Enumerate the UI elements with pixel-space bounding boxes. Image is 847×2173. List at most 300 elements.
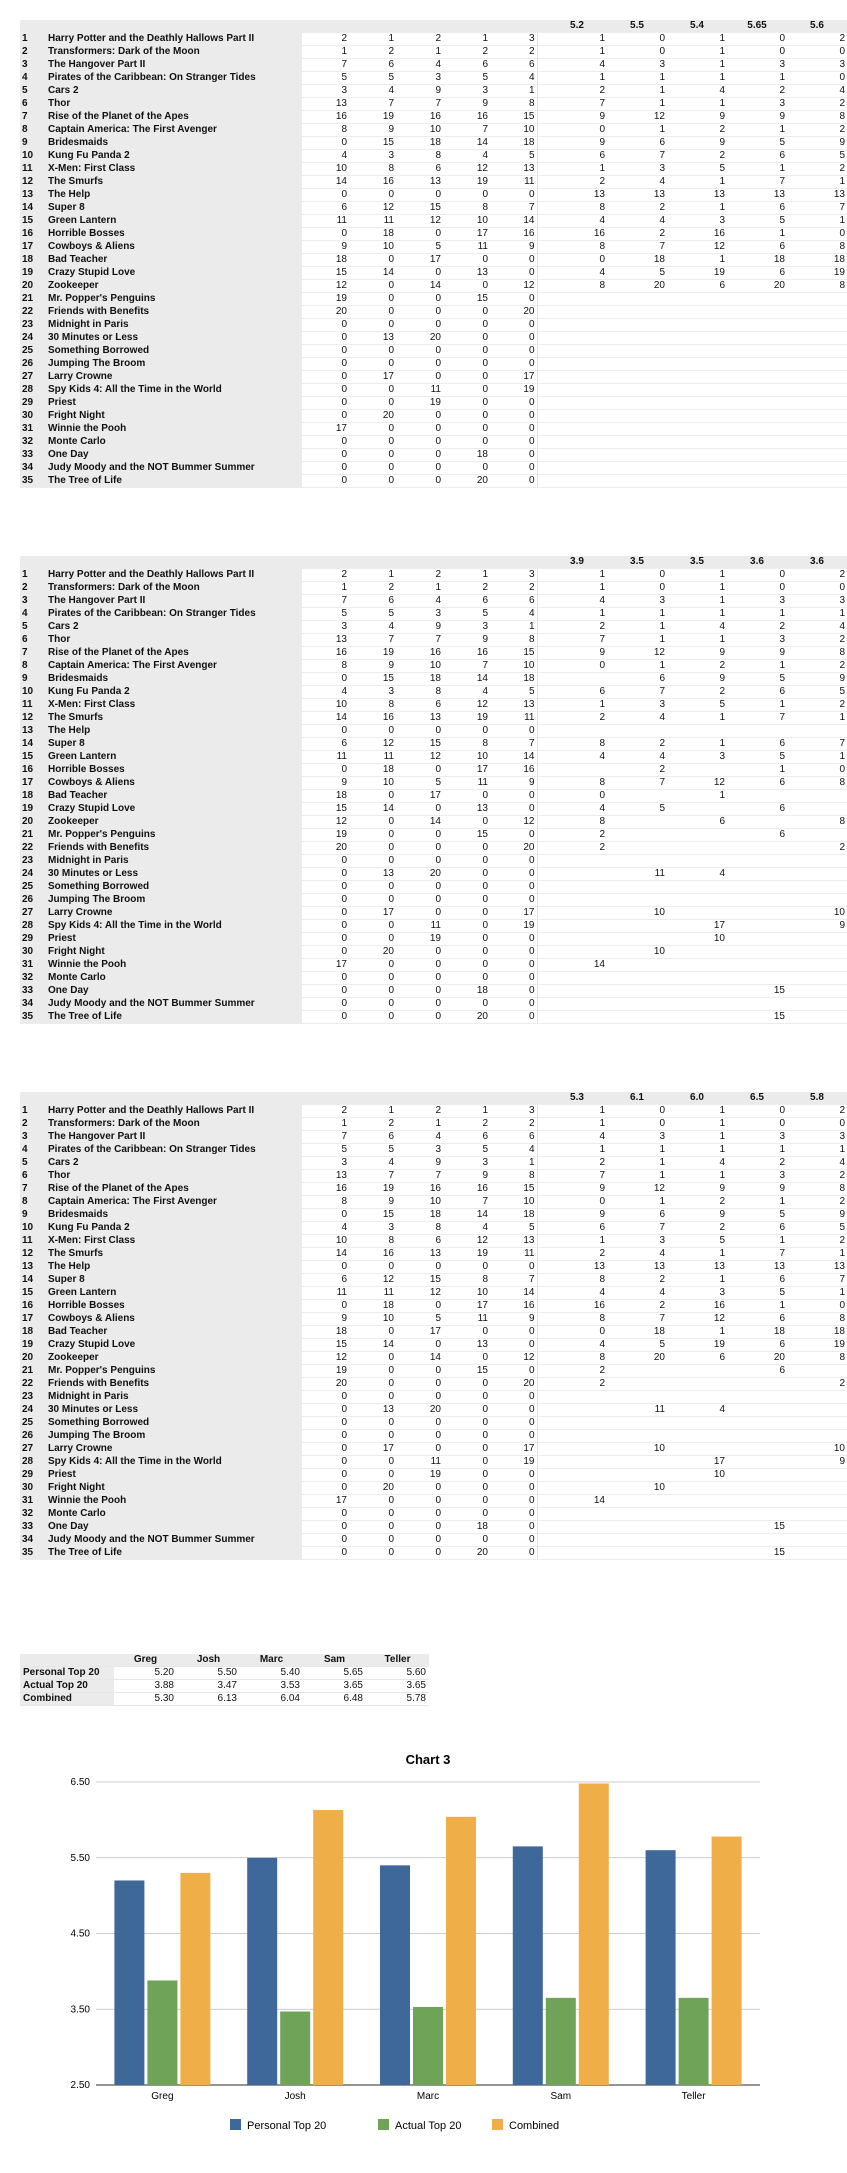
- score-cell[interactable]: [727, 816, 787, 829]
- score-cell[interactable]: 9: [787, 1209, 847, 1222]
- movie-title-cell[interactable]: Friends with Benefits: [46, 306, 302, 319]
- rank-cell[interactable]: 0: [443, 280, 490, 293]
- score-cell[interactable]: [607, 449, 667, 462]
- score-cell[interactable]: [547, 764, 607, 777]
- rank-cell[interactable]: 14: [302, 712, 349, 725]
- rank-cell[interactable]: 0: [349, 1430, 396, 1443]
- movie-title-cell[interactable]: Cowboys & Aliens: [46, 777, 302, 790]
- row-number[interactable]: 21: [20, 829, 46, 842]
- score-cell[interactable]: [607, 725, 667, 738]
- movie-title-cell[interactable]: Monte Carlo: [46, 1508, 302, 1521]
- rank-cell[interactable]: 4: [349, 1157, 396, 1170]
- rank-cell[interactable]: 15: [443, 293, 490, 306]
- rank-cell[interactable]: 0: [302, 436, 349, 449]
- rank-cell[interactable]: 0: [302, 137, 349, 150]
- movie-title-cell[interactable]: Thor: [46, 1170, 302, 1183]
- score-cell[interactable]: 2: [667, 1196, 727, 1209]
- rank-cell[interactable]: 13: [396, 176, 443, 189]
- rank-cell[interactable]: 0: [490, 959, 537, 972]
- row-number[interactable]: 13: [20, 725, 46, 738]
- rank-cell[interactable]: 0: [490, 1508, 537, 1521]
- rank-cell[interactable]: 16: [396, 1183, 443, 1196]
- score-cell[interactable]: [547, 868, 607, 881]
- score-cell[interactable]: [727, 920, 787, 933]
- summary-column-header[interactable]: Greg: [114, 1654, 177, 1667]
- score-cell[interactable]: 4: [667, 868, 727, 881]
- rank-cell[interactable]: 0: [443, 998, 490, 1011]
- rank-cell[interactable]: 0: [396, 764, 443, 777]
- score-cell[interactable]: 8: [787, 1313, 847, 1326]
- rank-cell[interactable]: 9: [443, 1170, 490, 1183]
- rank-cell[interactable]: 0: [490, 345, 537, 358]
- score-cell[interactable]: [607, 842, 667, 855]
- rank-cell[interactable]: 18: [490, 1209, 537, 1222]
- score-cell[interactable]: [607, 855, 667, 868]
- score-cell[interactable]: [787, 371, 847, 384]
- rank-cell[interactable]: 0: [349, 475, 396, 488]
- score-cell[interactable]: [547, 1469, 607, 1482]
- rank-cell[interactable]: 10: [443, 215, 490, 228]
- average-header[interactable]: 5.3: [547, 1092, 607, 1105]
- rank-cell[interactable]: 7: [396, 634, 443, 647]
- rank-cell[interactable]: 0: [302, 725, 349, 738]
- summary-column-header[interactable]: Teller: [366, 1654, 429, 1667]
- score-cell[interactable]: [667, 332, 727, 345]
- rank-cell[interactable]: 11: [396, 1456, 443, 1469]
- score-cell[interactable]: [607, 423, 667, 436]
- rank-cell[interactable]: 0: [443, 358, 490, 371]
- score-cell[interactable]: [607, 1391, 667, 1404]
- rank-cell[interactable]: 0: [349, 1469, 396, 1482]
- summary-row-label[interactable]: Combined: [20, 1693, 114, 1706]
- rank-cell[interactable]: 16: [443, 647, 490, 660]
- rank-cell[interactable]: 5: [490, 686, 537, 699]
- score-cell[interactable]: 1: [787, 751, 847, 764]
- score-cell[interactable]: [667, 1508, 727, 1521]
- movie-title-cell[interactable]: Winnie the Pooh: [46, 423, 302, 436]
- score-cell[interactable]: [727, 907, 787, 920]
- rank-cell[interactable]: 10: [490, 660, 537, 673]
- rank-cell[interactable]: 0: [302, 1430, 349, 1443]
- rank-cell[interactable]: 0: [349, 293, 396, 306]
- score-cell[interactable]: 3: [607, 595, 667, 608]
- rank-cell[interactable]: 13: [443, 803, 490, 816]
- rank-cell[interactable]: 18: [302, 254, 349, 267]
- rank-cell[interactable]: 0: [349, 319, 396, 332]
- score-cell[interactable]: [787, 790, 847, 803]
- rank-cell[interactable]: 18: [490, 673, 537, 686]
- rank-cell[interactable]: 0: [443, 189, 490, 202]
- rank-cell[interactable]: 20: [490, 306, 537, 319]
- rank-cell[interactable]: 8: [490, 98, 537, 111]
- score-cell[interactable]: [667, 907, 727, 920]
- rank-cell[interactable]: 0: [490, 933, 537, 946]
- score-cell[interactable]: [547, 1508, 607, 1521]
- score-cell[interactable]: [727, 306, 787, 319]
- score-cell[interactable]: [607, 1521, 667, 1534]
- row-number[interactable]: 26: [20, 358, 46, 371]
- rank-cell[interactable]: 0: [443, 1404, 490, 1417]
- summary-value-cell[interactable]: 5.65: [303, 1667, 366, 1680]
- score-cell[interactable]: 15: [727, 1547, 787, 1560]
- rank-cell[interactable]: 18: [396, 1209, 443, 1222]
- score-cell[interactable]: 0: [727, 1105, 787, 1118]
- rank-cell[interactable]: 15: [443, 829, 490, 842]
- rank-cell[interactable]: 0: [443, 1326, 490, 1339]
- score-cell[interactable]: 4: [547, 1339, 607, 1352]
- rank-cell[interactable]: 0: [396, 267, 443, 280]
- average-header[interactable]: 5.2: [547, 20, 607, 33]
- row-number[interactable]: 34: [20, 1534, 46, 1547]
- rank-cell[interactable]: 15: [302, 803, 349, 816]
- rank-cell[interactable]: 0: [490, 972, 537, 985]
- movie-title-cell[interactable]: Horrible Bosses: [46, 1300, 302, 1313]
- score-cell[interactable]: [547, 449, 607, 462]
- score-cell[interactable]: [607, 1430, 667, 1443]
- rank-cell[interactable]: 0: [302, 855, 349, 868]
- row-number[interactable]: 10: [20, 686, 46, 699]
- score-cell[interactable]: 2: [787, 660, 847, 673]
- rank-cell[interactable]: 15: [302, 1339, 349, 1352]
- rank-cell[interactable]: 0: [302, 1391, 349, 1404]
- movie-title-cell[interactable]: Judy Moody and the NOT Bummer Summer: [46, 998, 302, 1011]
- movie-title-cell[interactable]: Cars 2: [46, 621, 302, 634]
- score-cell[interactable]: [727, 462, 787, 475]
- row-number[interactable]: 20: [20, 1352, 46, 1365]
- rank-cell[interactable]: 17: [302, 1495, 349, 1508]
- row-number[interactable]: 30: [20, 946, 46, 959]
- movie-title-cell[interactable]: Monte Carlo: [46, 972, 302, 985]
- score-cell[interactable]: 1: [667, 738, 727, 751]
- score-cell[interactable]: [607, 371, 667, 384]
- movie-title-cell[interactable]: Zookeeper: [46, 1352, 302, 1365]
- score-cell[interactable]: 20: [607, 280, 667, 293]
- score-cell[interactable]: 13: [607, 1261, 667, 1274]
- rank-cell[interactable]: 0: [396, 293, 443, 306]
- score-cell[interactable]: [667, 764, 727, 777]
- rank-cell[interactable]: 8: [349, 163, 396, 176]
- score-cell[interactable]: [727, 1482, 787, 1495]
- rank-cell[interactable]: 0: [490, 998, 537, 1011]
- score-cell[interactable]: [787, 384, 847, 397]
- rank-cell[interactable]: 0: [443, 946, 490, 959]
- movie-title-cell[interactable]: The Smurfs: [46, 1248, 302, 1261]
- rank-cell[interactable]: 13: [349, 1404, 396, 1417]
- movie-title-cell[interactable]: Jumping The Broom: [46, 1430, 302, 1443]
- score-cell[interactable]: 5: [727, 137, 787, 150]
- score-cell[interactable]: [667, 306, 727, 319]
- rank-cell[interactable]: 0: [349, 1011, 396, 1024]
- score-cell[interactable]: 1: [667, 634, 727, 647]
- score-cell[interactable]: [667, 1011, 727, 1024]
- score-cell[interactable]: 2: [787, 634, 847, 647]
- score-cell[interactable]: 2: [547, 1157, 607, 1170]
- movie-title-cell[interactable]: Captain America: The First Avenger: [46, 1196, 302, 1209]
- row-number[interactable]: 5: [20, 621, 46, 634]
- movie-title-cell[interactable]: Fright Night: [46, 946, 302, 959]
- rank-cell[interactable]: 4: [396, 59, 443, 72]
- score-cell[interactable]: [667, 423, 727, 436]
- score-cell[interactable]: 1: [667, 712, 727, 725]
- rank-cell[interactable]: 16: [302, 647, 349, 660]
- score-cell[interactable]: [727, 1391, 787, 1404]
- rank-cell[interactable]: 16: [302, 1183, 349, 1196]
- rank-cell[interactable]: 0: [349, 423, 396, 436]
- rank-cell[interactable]: 0: [302, 907, 349, 920]
- rank-cell[interactable]: 10: [302, 163, 349, 176]
- score-cell[interactable]: 4: [607, 751, 667, 764]
- score-cell[interactable]: 9: [547, 137, 607, 150]
- score-cell[interactable]: 10: [607, 907, 667, 920]
- score-cell[interactable]: [607, 894, 667, 907]
- movie-title-cell[interactable]: Priest: [46, 933, 302, 946]
- row-number[interactable]: 17: [20, 241, 46, 254]
- rank-cell[interactable]: 0: [396, 1365, 443, 1378]
- rank-cell[interactable]: 0: [490, 254, 537, 267]
- rank-cell[interactable]: 17: [443, 1300, 490, 1313]
- score-cell[interactable]: [547, 384, 607, 397]
- score-cell[interactable]: 1: [547, 569, 607, 582]
- score-cell[interactable]: [787, 1391, 847, 1404]
- rank-cell[interactable]: 16: [396, 647, 443, 660]
- rank-cell[interactable]: 0: [396, 1011, 443, 1024]
- rank-cell[interactable]: 15: [443, 1365, 490, 1378]
- score-cell[interactable]: [787, 358, 847, 371]
- score-cell[interactable]: 1: [787, 1287, 847, 1300]
- score-cell[interactable]: [787, 1417, 847, 1430]
- rank-cell[interactable]: 12: [396, 751, 443, 764]
- movie-title-cell[interactable]: Spy Kids 4: All the Time in the World: [46, 1456, 302, 1469]
- score-cell[interactable]: 1: [607, 72, 667, 85]
- rank-cell[interactable]: 8: [490, 1170, 537, 1183]
- score-cell[interactable]: [547, 1443, 607, 1456]
- rank-cell[interactable]: 0: [396, 985, 443, 998]
- rank-cell[interactable]: 0: [443, 1534, 490, 1547]
- rank-cell[interactable]: 17: [396, 1326, 443, 1339]
- score-cell[interactable]: [667, 1378, 727, 1391]
- rank-cell[interactable]: 11: [490, 1248, 537, 1261]
- score-cell[interactable]: [727, 894, 787, 907]
- rank-cell[interactable]: 0: [302, 358, 349, 371]
- score-cell[interactable]: [547, 1417, 607, 1430]
- row-number[interactable]: 27: [20, 1443, 46, 1456]
- score-cell[interactable]: 2: [727, 1157, 787, 1170]
- score-cell[interactable]: 5: [787, 686, 847, 699]
- rank-cell[interactable]: 6: [443, 595, 490, 608]
- score-cell[interactable]: 1: [667, 1274, 727, 1287]
- rank-cell[interactable]: 0: [349, 881, 396, 894]
- score-cell[interactable]: 1: [727, 764, 787, 777]
- movie-title-cell[interactable]: Harry Potter and the Deathly Hallows Part II: [46, 33, 302, 46]
- score-cell[interactable]: [787, 972, 847, 985]
- row-number[interactable]: 22: [20, 842, 46, 855]
- score-cell[interactable]: [667, 1482, 727, 1495]
- score-cell[interactable]: 4: [607, 712, 667, 725]
- score-cell[interactable]: 18: [727, 1326, 787, 1339]
- row-number[interactable]: 14: [20, 1274, 46, 1287]
- rank-cell[interactable]: 0: [443, 371, 490, 384]
- row-number[interactable]: 21: [20, 1365, 46, 1378]
- score-cell[interactable]: [607, 332, 667, 345]
- score-cell[interactable]: 19: [667, 267, 727, 280]
- rank-cell[interactable]: 6: [490, 59, 537, 72]
- rank-cell[interactable]: 3: [396, 72, 443, 85]
- movie-title-cell[interactable]: One Day: [46, 1521, 302, 1534]
- score-cell[interactable]: 1: [607, 634, 667, 647]
- row-number[interactable]: 17: [20, 777, 46, 790]
- rank-cell[interactable]: 15: [349, 137, 396, 150]
- rank-cell[interactable]: 1: [349, 569, 396, 582]
- score-cell[interactable]: [787, 959, 847, 972]
- score-cell[interactable]: 6: [727, 1365, 787, 1378]
- rank-cell[interactable]: 3: [302, 621, 349, 634]
- rank-cell[interactable]: 16: [302, 111, 349, 124]
- score-cell[interactable]: 0: [727, 569, 787, 582]
- rank-cell[interactable]: 15: [349, 673, 396, 686]
- score-cell[interactable]: [787, 1011, 847, 1024]
- rank-cell[interactable]: 9: [490, 241, 537, 254]
- rank-cell[interactable]: 0: [443, 1430, 490, 1443]
- rank-cell[interactable]: 0: [443, 881, 490, 894]
- movie-title-cell[interactable]: Transformers: Dark of the Moon: [46, 1118, 302, 1131]
- row-number[interactable]: 4: [20, 72, 46, 85]
- rank-cell[interactable]: 18: [302, 790, 349, 803]
- rank-cell[interactable]: 7: [302, 1131, 349, 1144]
- rank-cell[interactable]: 8: [302, 124, 349, 137]
- score-cell[interactable]: 12: [667, 241, 727, 254]
- score-cell[interactable]: 2: [607, 228, 667, 241]
- rank-cell[interactable]: 0: [349, 725, 396, 738]
- rank-cell[interactable]: 0: [349, 358, 396, 371]
- row-number[interactable]: 1: [20, 569, 46, 582]
- rank-cell[interactable]: 12: [490, 280, 537, 293]
- rank-cell[interactable]: 5: [396, 1313, 443, 1326]
- score-cell[interactable]: 6: [607, 1209, 667, 1222]
- summary-value-cell[interactable]: 6.48: [303, 1693, 366, 1706]
- movie-title-cell[interactable]: Priest: [46, 1469, 302, 1482]
- rank-cell[interactable]: 5: [302, 1144, 349, 1157]
- rank-cell[interactable]: 0: [396, 881, 443, 894]
- rank-cell[interactable]: 10: [396, 124, 443, 137]
- average-header[interactable]: 5.6: [787, 20, 847, 33]
- score-cell[interactable]: 7: [787, 202, 847, 215]
- score-cell[interactable]: 2: [547, 1248, 607, 1261]
- rank-cell[interactable]: 4: [349, 85, 396, 98]
- rank-cell[interactable]: 3: [349, 686, 396, 699]
- score-cell[interactable]: [727, 449, 787, 462]
- rank-cell[interactable]: 17: [490, 907, 537, 920]
- score-cell[interactable]: 1: [727, 1300, 787, 1313]
- score-cell[interactable]: 1: [667, 1131, 727, 1144]
- rank-cell[interactable]: 1: [302, 582, 349, 595]
- rank-cell[interactable]: 12: [349, 738, 396, 751]
- rank-cell[interactable]: 0: [302, 1261, 349, 1274]
- average-header[interactable]: 3.9: [547, 556, 607, 569]
- score-cell[interactable]: 6: [727, 150, 787, 163]
- score-cell[interactable]: 13: [667, 1261, 727, 1274]
- rank-cell[interactable]: 0: [396, 410, 443, 423]
- row-number[interactable]: 6: [20, 1170, 46, 1183]
- rank-cell[interactable]: 0: [396, 1391, 443, 1404]
- rank-cell[interactable]: 13: [349, 332, 396, 345]
- score-cell[interactable]: 9: [727, 647, 787, 660]
- row-number[interactable]: 33: [20, 1521, 46, 1534]
- score-cell[interactable]: 2: [787, 1378, 847, 1391]
- movie-title-cell[interactable]: Super 8: [46, 202, 302, 215]
- score-cell[interactable]: 1: [547, 1144, 607, 1157]
- rank-cell[interactable]: 13: [490, 699, 537, 712]
- score-cell[interactable]: [547, 933, 607, 946]
- rank-cell[interactable]: 14: [443, 1209, 490, 1222]
- score-cell[interactable]: 7: [787, 738, 847, 751]
- score-cell[interactable]: 4: [547, 595, 607, 608]
- score-cell[interactable]: [787, 1482, 847, 1495]
- rank-cell[interactable]: 18: [349, 1300, 396, 1313]
- score-cell[interactable]: 10: [787, 907, 847, 920]
- rank-cell[interactable]: 12: [302, 1352, 349, 1365]
- rank-cell[interactable]: 20: [396, 868, 443, 881]
- score-cell[interactable]: 9: [547, 1183, 607, 1196]
- rank-cell[interactable]: 0: [302, 881, 349, 894]
- score-cell[interactable]: 1: [607, 124, 667, 137]
- rank-cell[interactable]: 2: [349, 582, 396, 595]
- movie-title-cell[interactable]: Kung Fu Panda 2: [46, 686, 302, 699]
- rank-cell[interactable]: 2: [443, 46, 490, 59]
- score-cell[interactable]: 2: [787, 569, 847, 582]
- score-cell[interactable]: 3: [667, 751, 727, 764]
- row-number[interactable]: 13: [20, 1261, 46, 1274]
- score-cell[interactable]: [787, 436, 847, 449]
- rank-cell[interactable]: 18: [443, 1521, 490, 1534]
- rank-cell[interactable]: 0: [490, 436, 537, 449]
- score-cell[interactable]: [547, 972, 607, 985]
- rank-cell[interactable]: 15: [490, 647, 537, 660]
- score-cell[interactable]: 20: [607, 1352, 667, 1365]
- score-cell[interactable]: 1: [667, 1170, 727, 1183]
- row-number[interactable]: 22: [20, 306, 46, 319]
- score-cell[interactable]: 4: [547, 751, 607, 764]
- score-cell[interactable]: 6: [727, 267, 787, 280]
- score-cell[interactable]: 8: [547, 1352, 607, 1365]
- score-cell[interactable]: [547, 907, 607, 920]
- score-cell[interactable]: 7: [607, 686, 667, 699]
- score-cell[interactable]: 1: [607, 608, 667, 621]
- score-cell[interactable]: 1: [667, 569, 727, 582]
- score-cell[interactable]: 0: [787, 46, 847, 59]
- rank-cell[interactable]: 0: [490, 1011, 537, 1024]
- rank-cell[interactable]: 2: [302, 1105, 349, 1118]
- score-cell[interactable]: [607, 1011, 667, 1024]
- score-cell[interactable]: [547, 358, 607, 371]
- score-cell[interactable]: 9: [787, 920, 847, 933]
- score-cell[interactable]: [547, 855, 607, 868]
- score-cell[interactable]: 2: [547, 1365, 607, 1378]
- rank-cell[interactable]: 3: [349, 1222, 396, 1235]
- rank-cell[interactable]: 0: [349, 1378, 396, 1391]
- movie-title-cell[interactable]: Captain America: The First Avenger: [46, 660, 302, 673]
- movie-title-cell[interactable]: Transformers: Dark of the Moon: [46, 582, 302, 595]
- score-cell[interactable]: [607, 1365, 667, 1378]
- score-cell[interactable]: [787, 1547, 847, 1560]
- rank-cell[interactable]: 5: [490, 1222, 537, 1235]
- summary-column-header[interactable]: Marc: [240, 1654, 303, 1667]
- movie-title-cell[interactable]: The Help: [46, 1261, 302, 1274]
- score-cell[interactable]: 6: [727, 686, 787, 699]
- rank-cell[interactable]: 6: [302, 1274, 349, 1287]
- rank-cell[interactable]: 20: [490, 1378, 537, 1391]
- rank-cell[interactable]: 1: [443, 33, 490, 46]
- rank-cell[interactable]: 0: [396, 972, 443, 985]
